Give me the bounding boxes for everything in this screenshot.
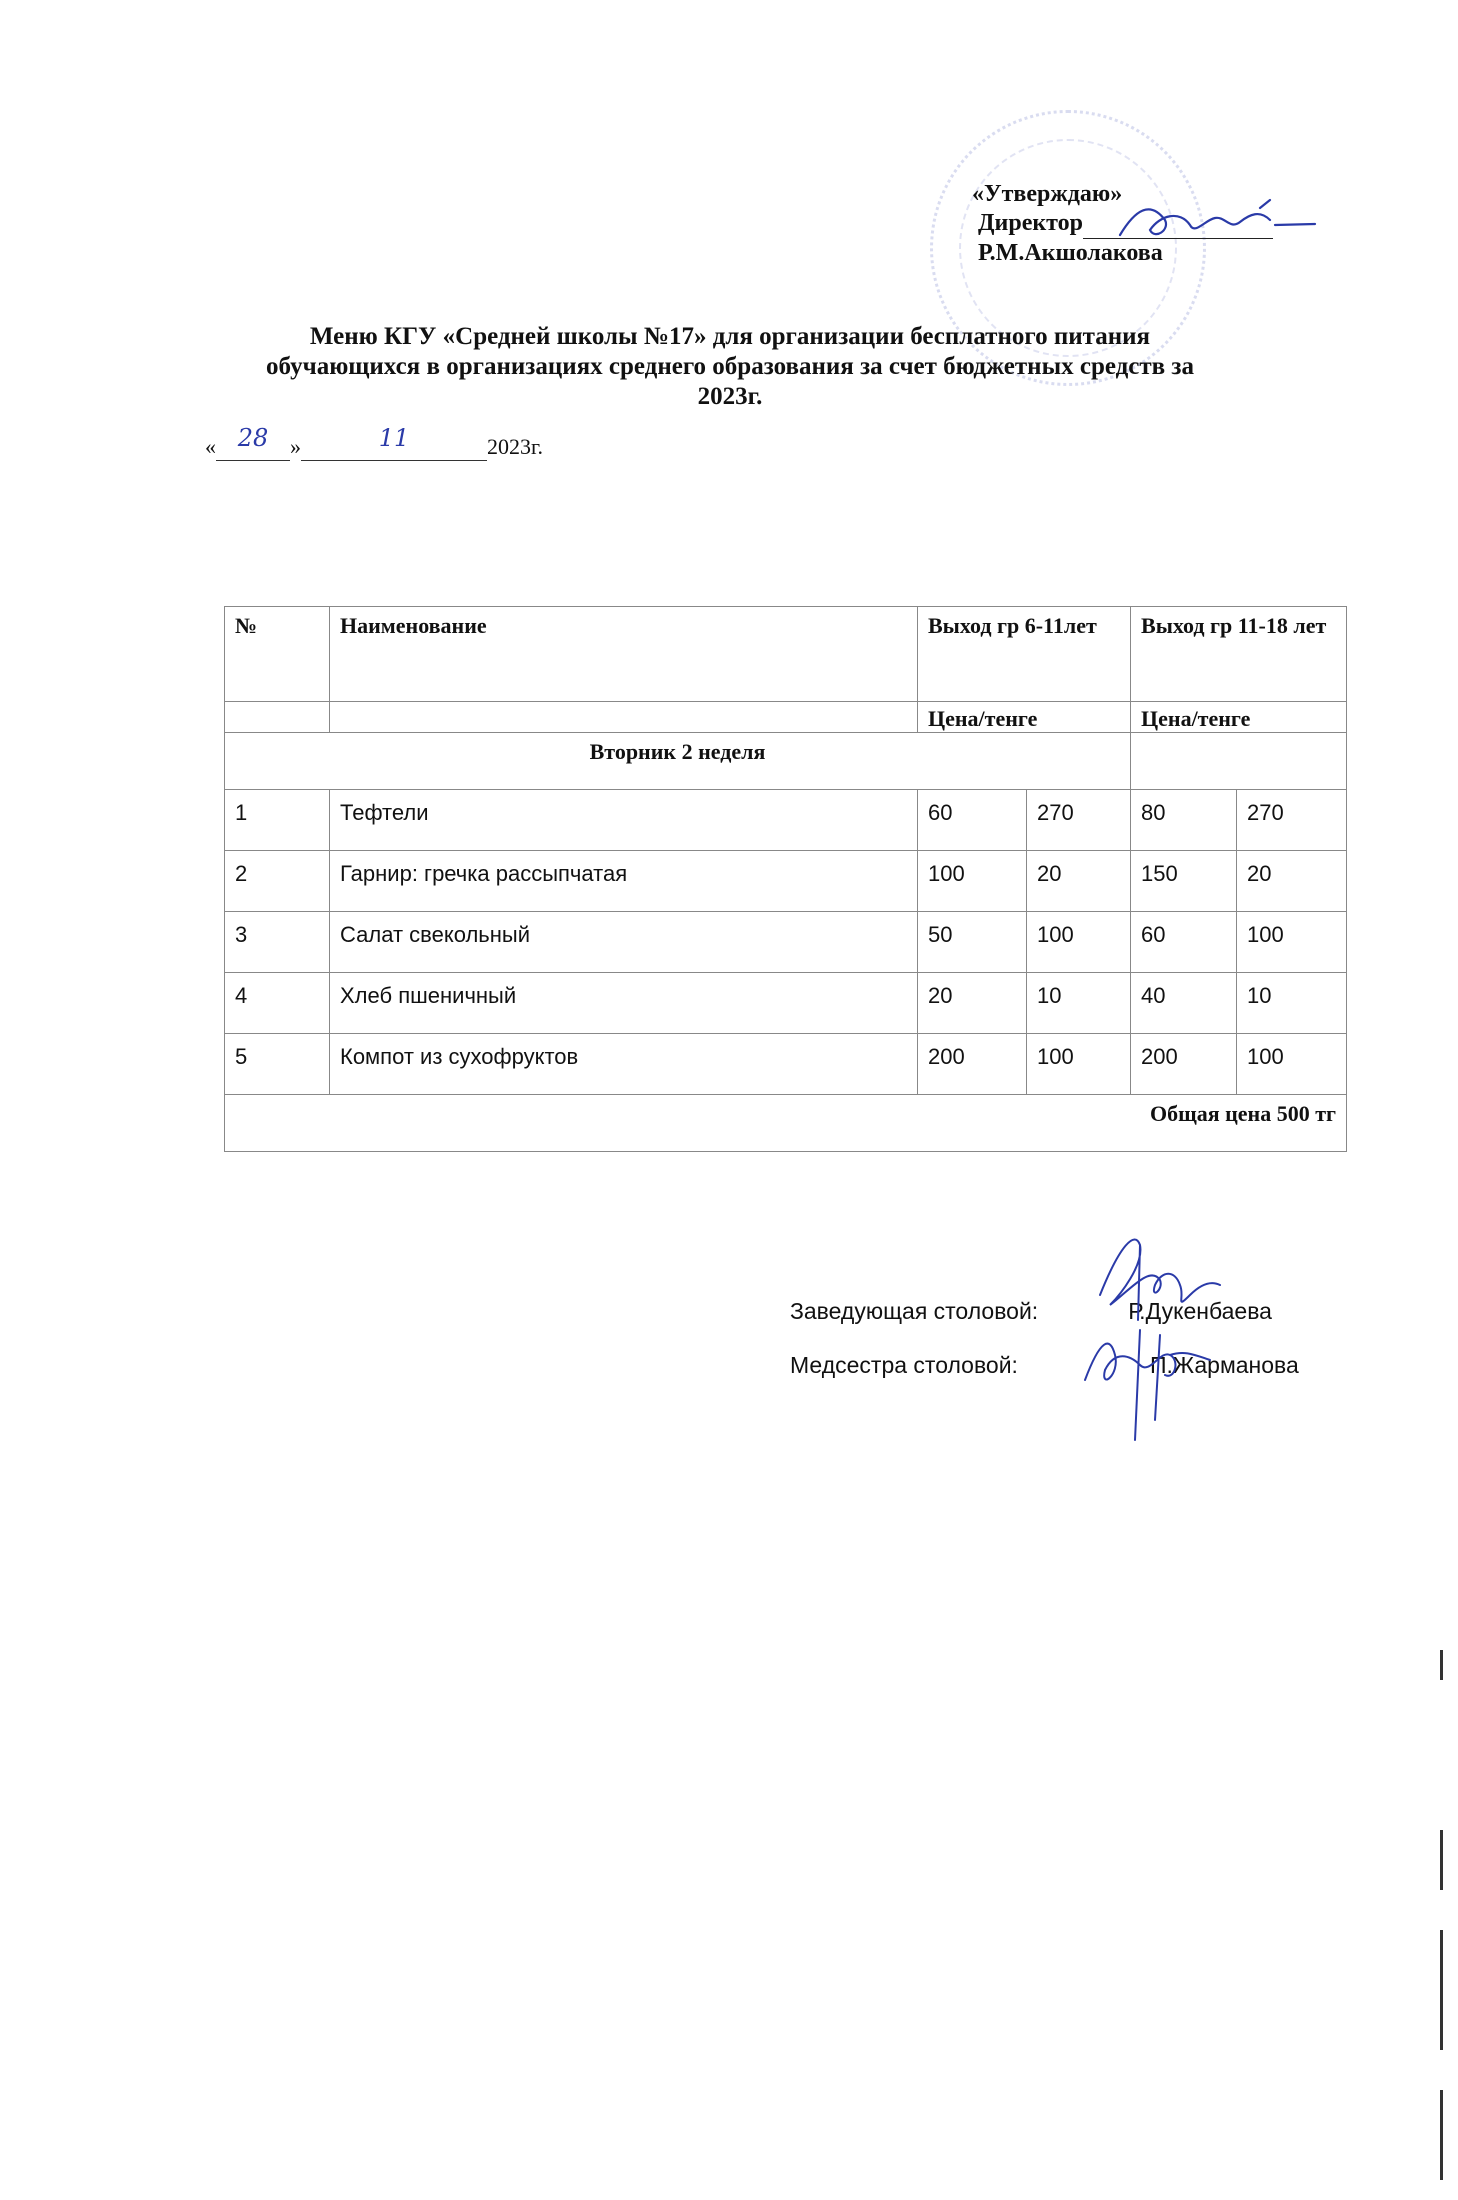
approval-position (972, 209, 1273, 239)
date-close-quote: » (290, 434, 301, 459)
canteen-head-label: Заведующая столовой: (790, 1298, 1039, 1324)
signature-nurse (790, 1338, 1299, 1392)
header-name: Наименование (330, 607, 918, 702)
row-name: Хлеб пшеничный (330, 973, 918, 1034)
row-out-11-18: 40 (1131, 973, 1237, 1034)
subheader-empty-2 (330, 702, 918, 733)
row-price-6-11: 10 (1027, 973, 1131, 1034)
header-price-2: Цена/тенге (1131, 702, 1347, 733)
nurse-label: Медсестра столовой: (790, 1352, 1018, 1378)
nurse-name: П.Жарманова (1149, 1352, 1299, 1378)
row-num: 1 (225, 790, 330, 851)
section-title: Вторник 2 неделя (225, 733, 1131, 790)
date-line (205, 424, 544, 461)
date-open-quote: « (205, 434, 216, 459)
menu-table (224, 606, 1347, 1152)
table-row (225, 851, 1347, 912)
scan-edge-mark (1440, 1930, 1443, 2050)
date-year: 2023г. (487, 434, 544, 459)
row-price-11-18: 10 (1237, 973, 1347, 1034)
scan-edge-mark (1440, 1650, 1443, 1680)
header-group-11-18: Выход гр 11-18 лет (1131, 607, 1347, 702)
row-price-11-18: 270 (1237, 790, 1347, 851)
row-out-6-11: 20 (918, 973, 1027, 1034)
scan-edge-mark (1440, 2090, 1443, 2180)
row-price-11-18: 100 (1237, 1034, 1347, 1095)
subheader-empty-1 (225, 702, 330, 733)
approval-position-label: Директор (978, 210, 1083, 236)
row-num: 2 (225, 851, 330, 912)
row-out-11-18: 80 (1131, 790, 1237, 851)
table-row (225, 1034, 1347, 1095)
table-row (225, 790, 1347, 851)
row-out-6-11: 200 (918, 1034, 1027, 1095)
row-out-6-11: 50 (918, 912, 1027, 973)
document-title (150, 322, 1310, 412)
header-num: № (225, 607, 330, 702)
row-out-6-11: 60 (918, 790, 1027, 851)
scan-edge-mark (1440, 1830, 1443, 1890)
table-header-row (225, 607, 1347, 702)
approval-heading: «Утверждаю» (972, 181, 1123, 207)
director-signature-line (1083, 209, 1273, 239)
row-name: Компот из сухофруктов (330, 1034, 918, 1095)
total-row (225, 1095, 1347, 1152)
signatures-block (790, 1284, 1299, 1392)
date-day-field (216, 424, 290, 461)
header-price-1: Цена/тенге (918, 702, 1131, 733)
row-name: Салат свекольный (330, 912, 918, 973)
row-num: 4 (225, 973, 330, 1034)
row-price-6-11: 270 (1027, 790, 1131, 851)
title-line-2: обучающихся в организациях среднего образования за счет бюджетных средств за (266, 353, 1194, 380)
canteen-head-name: Р.Дукенбаева (1128, 1298, 1272, 1324)
table-subheader-row (225, 702, 1347, 733)
row-price-11-18: 20 (1237, 851, 1347, 912)
row-num: 5 (225, 1034, 330, 1095)
title-line-3: 2023г. (697, 383, 763, 410)
row-out-6-11: 100 (918, 851, 1027, 912)
approval-block (972, 180, 1273, 268)
total-price: Общая цена 500 тг (225, 1095, 1347, 1152)
row-price-6-11: 100 (1027, 912, 1131, 973)
row-num: 3 (225, 912, 330, 973)
table-row (225, 973, 1347, 1034)
row-price-6-11: 20 (1027, 851, 1131, 912)
row-out-11-18: 150 (1131, 851, 1237, 912)
row-out-11-18: 200 (1131, 1034, 1237, 1095)
section-empty (1131, 733, 1347, 790)
table-row (225, 912, 1347, 973)
row-name: Тефтели (330, 790, 918, 851)
section-row (225, 733, 1347, 790)
row-out-11-18: 60 (1131, 912, 1237, 973)
row-name: Гарнир: гречка рассыпчатая (330, 851, 918, 912)
signature-canteen-head (790, 1284, 1299, 1338)
date-month-field (301, 424, 487, 461)
row-price-6-11: 100 (1027, 1034, 1131, 1095)
header-group-6-11: Выход гр 6-11лет (918, 607, 1131, 702)
date-month: 11 (378, 424, 410, 452)
approval-name: Р.М.Акшолакова (978, 240, 1163, 266)
date-day: 28 (237, 424, 269, 452)
row-price-11-18: 100 (1237, 912, 1347, 973)
title-line-1: Меню КГУ «Средней школы №17» для организации бесплатного питания (309, 323, 1151, 350)
